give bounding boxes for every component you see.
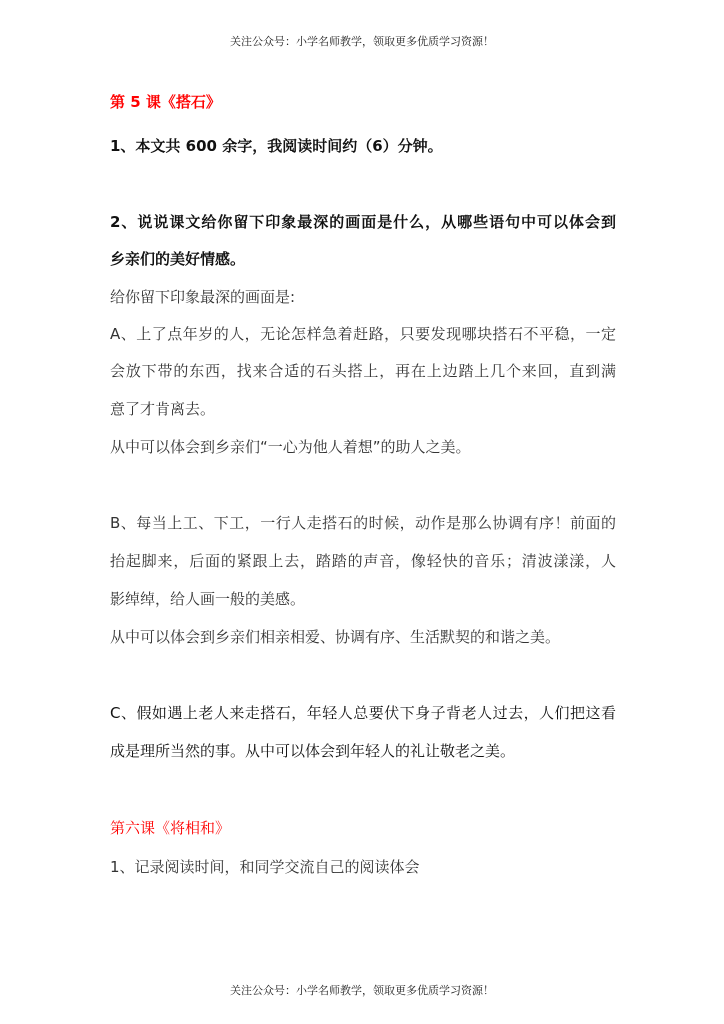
answer-intro: 给你留下印象最深的画面是: <box>110 288 296 306</box>
page-header: 关注公众号：小学名师教学，领取更多优质学习资源！ <box>230 35 494 48</box>
lesson5-question-2-line: 乡亲们的美好情感。 <box>110 250 246 268</box>
answer-b-line: B、每当上工、下工，一行人走搭石的时候，动作是那么协调有序！前面的 <box>110 514 616 532</box>
answer-b-line: 抬起脚来，后面的紧跟上去，踏踏的声音，像轻快的音乐；清波漾漾，人 <box>110 552 616 570</box>
lesson6-question-1: 1、记录阅读时间，和同学交流自己的阅读体会 <box>110 858 420 876</box>
lesson6-title: 第六课《将相和》 <box>110 819 231 837</box>
answer-c-line: C、假如遇上老人来走搭石，年轻人总要伏下身子背老人过去，人们把这看 <box>110 704 616 722</box>
page-footer: 关注公众号：小学名师教学，领取更多优质学习资源！ <box>230 984 494 997</box>
answer-c-line: 成是理所当然的事。从中可以体会到年轻人的礼让敬老之美。 <box>110 742 516 760</box>
lesson5-question-2-line: 2、说说课文给你留下印象最深的画面是什么，从哪些语句中可以体会到 <box>110 213 616 231</box>
lesson5-question-1: 1、本文共 600 余字，我阅读时间约（6）分钟。 <box>110 137 443 155</box>
answer-a-conclusion: 从中可以体会到乡亲们“一心为他人着想”的助人之美。 <box>110 438 471 456</box>
answer-a-line: 会放下带的东西，找来合适的石头搭上，再在上边踏上几个来回，直到满 <box>110 362 616 380</box>
answer-b-conclusion: 从中可以体会到乡亲们相亲相爱、协调有序、生活默契的和谐之美。 <box>110 628 561 646</box>
lesson5-title: 第 5 课《搭石》 <box>110 93 221 111</box>
answer-a-line: A、上了点年岁的人，无论怎样急着赶路，只要发现哪块搭石不平稳，一定 <box>110 325 616 343</box>
answer-b-line: 影绰绰，给人画一般的美感。 <box>110 590 306 608</box>
answer-a-line: 意了才肯离去。 <box>110 400 216 418</box>
